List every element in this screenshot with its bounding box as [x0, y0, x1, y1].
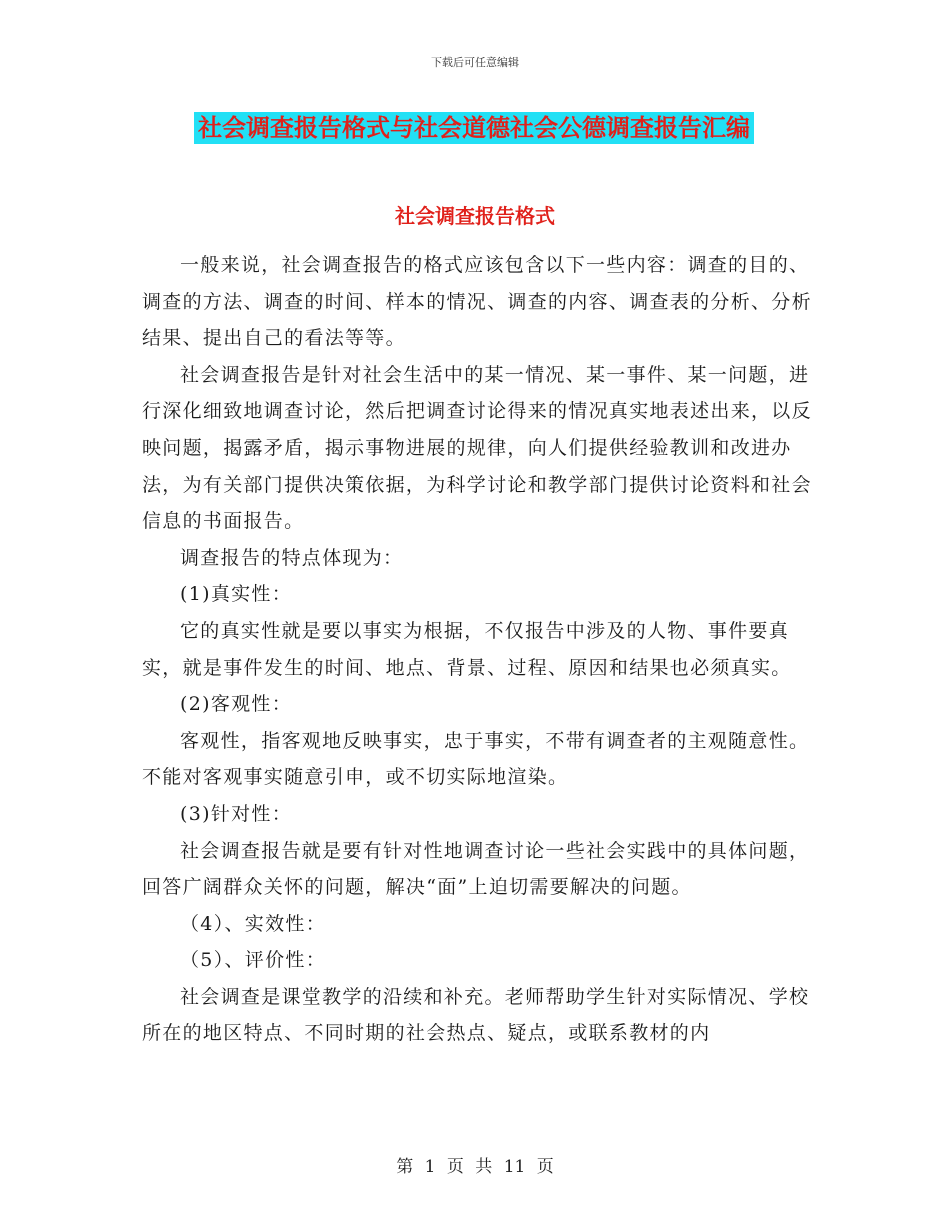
document-title: 社会调查报告格式与社会道德社会公德调查报告汇编 [194, 112, 754, 144]
list-heading: （4）、实效性： [180, 912, 326, 935]
paragraph: 调查报告的特点体现为： [180, 546, 404, 569]
list-heading: (2)客观性： [180, 693, 293, 716]
body-text [142, 247, 814, 1052]
paragraph: 社会调查报告就是要有针对性地调查讨论一些社会实践中的具体问题，回答广阔群众关怀的问题，解决“面”上迫切需要解决的问题。 [142, 839, 810, 899]
paragraph: 社会调查是课堂教学的沿续和补充。老师帮助学生针对实际情况、学校所在的地区特点、不同时期的社会热点、疑点，或联系教材的内 [142, 985, 810, 1045]
section-title: 社会调查报告格式 [395, 204, 555, 228]
paragraph: 社会调查报告是针对社会生活中的某一情况、某一事件、某一问题，进行深化细致地调查讨论，然后把调查讨论得来的情况真实地表述出来，以反映问题，揭露矛盾，揭示事物进展的规律，向人们提供经验教训和改进办法，为有关部门提供决策依据，为科学讨论和教学部门提供讨论资料和社会信息的书面报告。 [142, 363, 812, 533]
page-footer: 第 1 页 共 11 页 [396, 1157, 554, 1177]
list-heading: (3)针对性： [180, 802, 293, 825]
list-heading: （5）、评价性： [180, 949, 326, 972]
list-heading: (1)真实性： [180, 583, 293, 606]
header-note: 下载后可任意编辑 [431, 56, 519, 69]
paragraph: 一般来说，社会调查报告的格式应该包含以下一些内容：调查的目的、调查的方法、调查的时间、样本的情况、调查的内容、调查表的分析、分析结果、提出自己的看法等等。 [142, 254, 812, 350]
paragraph: 它的真实性就是要以事实为根据，不仅报告中涉及的人物、事件要真实，就是事件发生的时间、地点、背景、过程、原因和结果也必须真实。 [142, 619, 792, 679]
paragraph: 客观性，指客观地反映事实，忠于事实，不带有调查者的主观随意性。不能对客观事实随意引申，或不切实际地渲染。 [142, 729, 810, 789]
